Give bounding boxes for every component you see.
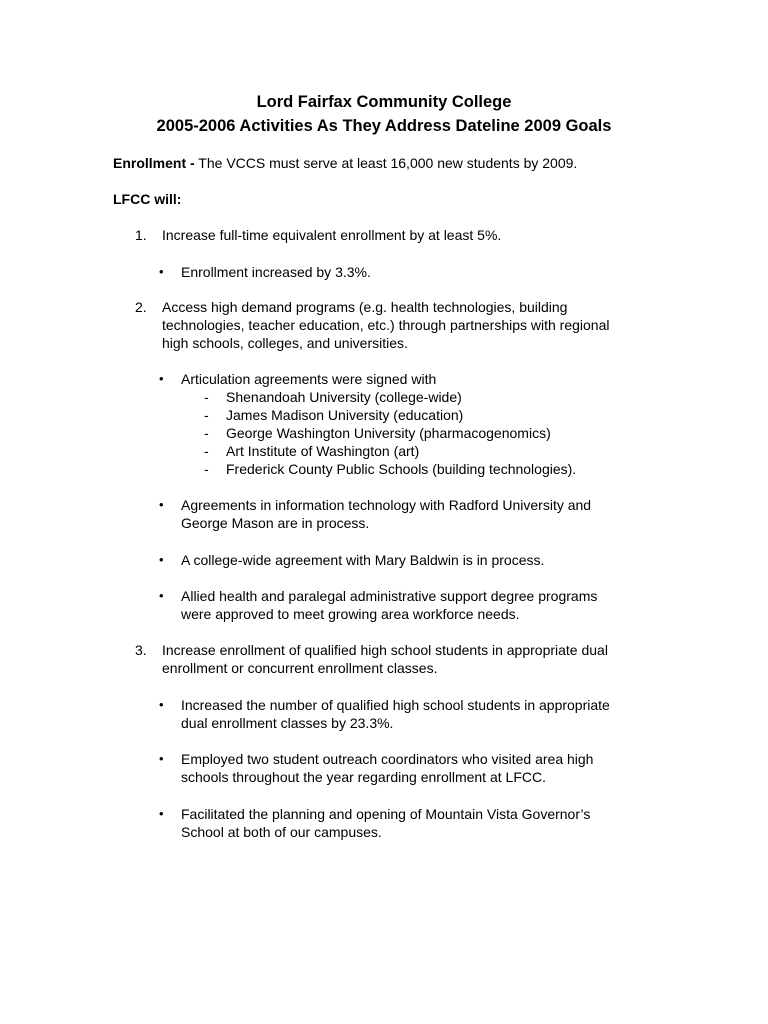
dash-icon: - [204, 443, 209, 459]
bullet-icon: • [159, 697, 164, 712]
dash-icon: - [204, 425, 209, 441]
bullet-text-line: dual enrollment classes by 23.3%. [181, 715, 394, 731]
item-text-line: technologies, teacher education, etc.) through partnerships with regional [162, 317, 610, 333]
bullet-text-line: Increased the number of qualified high school students in appropriate [181, 697, 610, 713]
bullet-icon: • [159, 371, 164, 386]
bullet-icon: • [159, 552, 164, 567]
bullet-text-line: Facilitated the planning and opening of Mountain Vista Governor’s [181, 806, 591, 822]
enrollment-goal [113, 154, 673, 172]
bullet-text-line: School at both of our campuses. [181, 824, 382, 840]
document-title-line-1: Lord Fairfax Community College [256, 93, 512, 111]
dash-icon: - [204, 389, 209, 405]
bullet-icon: • [159, 264, 164, 279]
bullet-text-line: schools throughout the year regarding enrollment at LFCC. [181, 769, 546, 785]
item-text-line: Increase enrollment of qualified high school students in appropriate dual [162, 642, 608, 658]
item-text-line: Access high demand programs (e.g. health technologies, building [162, 299, 568, 315]
item-text-line: Increase full-time equivalent enrollment by at least 5%. [162, 227, 502, 243]
bullet-text-line: A college-wide agreement with Mary Baldwin is in process. [181, 552, 545, 568]
item-number: 2. [135, 299, 147, 315]
bullet-text-line: Employed two student outreach coordinators who visited area high [181, 751, 594, 767]
bullet-text-line: Enrollment increased by 3.3%. [181, 264, 371, 280]
item-number: 1. [135, 227, 147, 243]
item-text-line: high schools, colleges, and universities. [162, 335, 408, 351]
bullet-text-line: Agreements in information technology with Radford University and [181, 497, 592, 513]
lfcc-will-label: LFCC will: [113, 191, 182, 207]
sub-item-text: James Madison University (education) [226, 407, 464, 423]
sub-item-text: George Washington University (pharmacogenomics) [226, 425, 551, 441]
dash-icon: - [204, 461, 209, 477]
item-number: 3. [135, 642, 147, 658]
sub-item-text: Art Institute of Washington (art) [226, 443, 420, 459]
bullet-icon: • [159, 497, 164, 512]
bullet-text-line: were approved to meet growing area workforce needs. [181, 606, 520, 622]
lfcc-will-heading [113, 190, 673, 208]
bullet-text-line: Articulation agreements were signed with [181, 371, 437, 387]
enrollment-text: The VCCS must serve at least 16,000 new students by 2009. [194, 155, 578, 171]
item-text-line: enrollment or concurrent enrollment classes. [162, 660, 438, 676]
bullet-text-line: Allied health and paralegal administrative support degree programs [181, 588, 598, 604]
bullet-text-line: George Mason are in process. [181, 515, 370, 531]
bullet-icon: • [159, 806, 164, 821]
bullet-icon: • [159, 588, 164, 603]
bullet-icon: • [159, 751, 164, 766]
dash-icon: - [204, 407, 209, 423]
sub-item-text: Shenandoah University (college-wide) [226, 389, 462, 405]
document-title-line-2: 2005-2006 Activities As They Address Dateline 2009 Goals [156, 117, 612, 135]
enrollment-label: Enrollment - [113, 155, 195, 171]
sub-item-text: Frederick County Public Schools (building technologies). [226, 461, 577, 477]
